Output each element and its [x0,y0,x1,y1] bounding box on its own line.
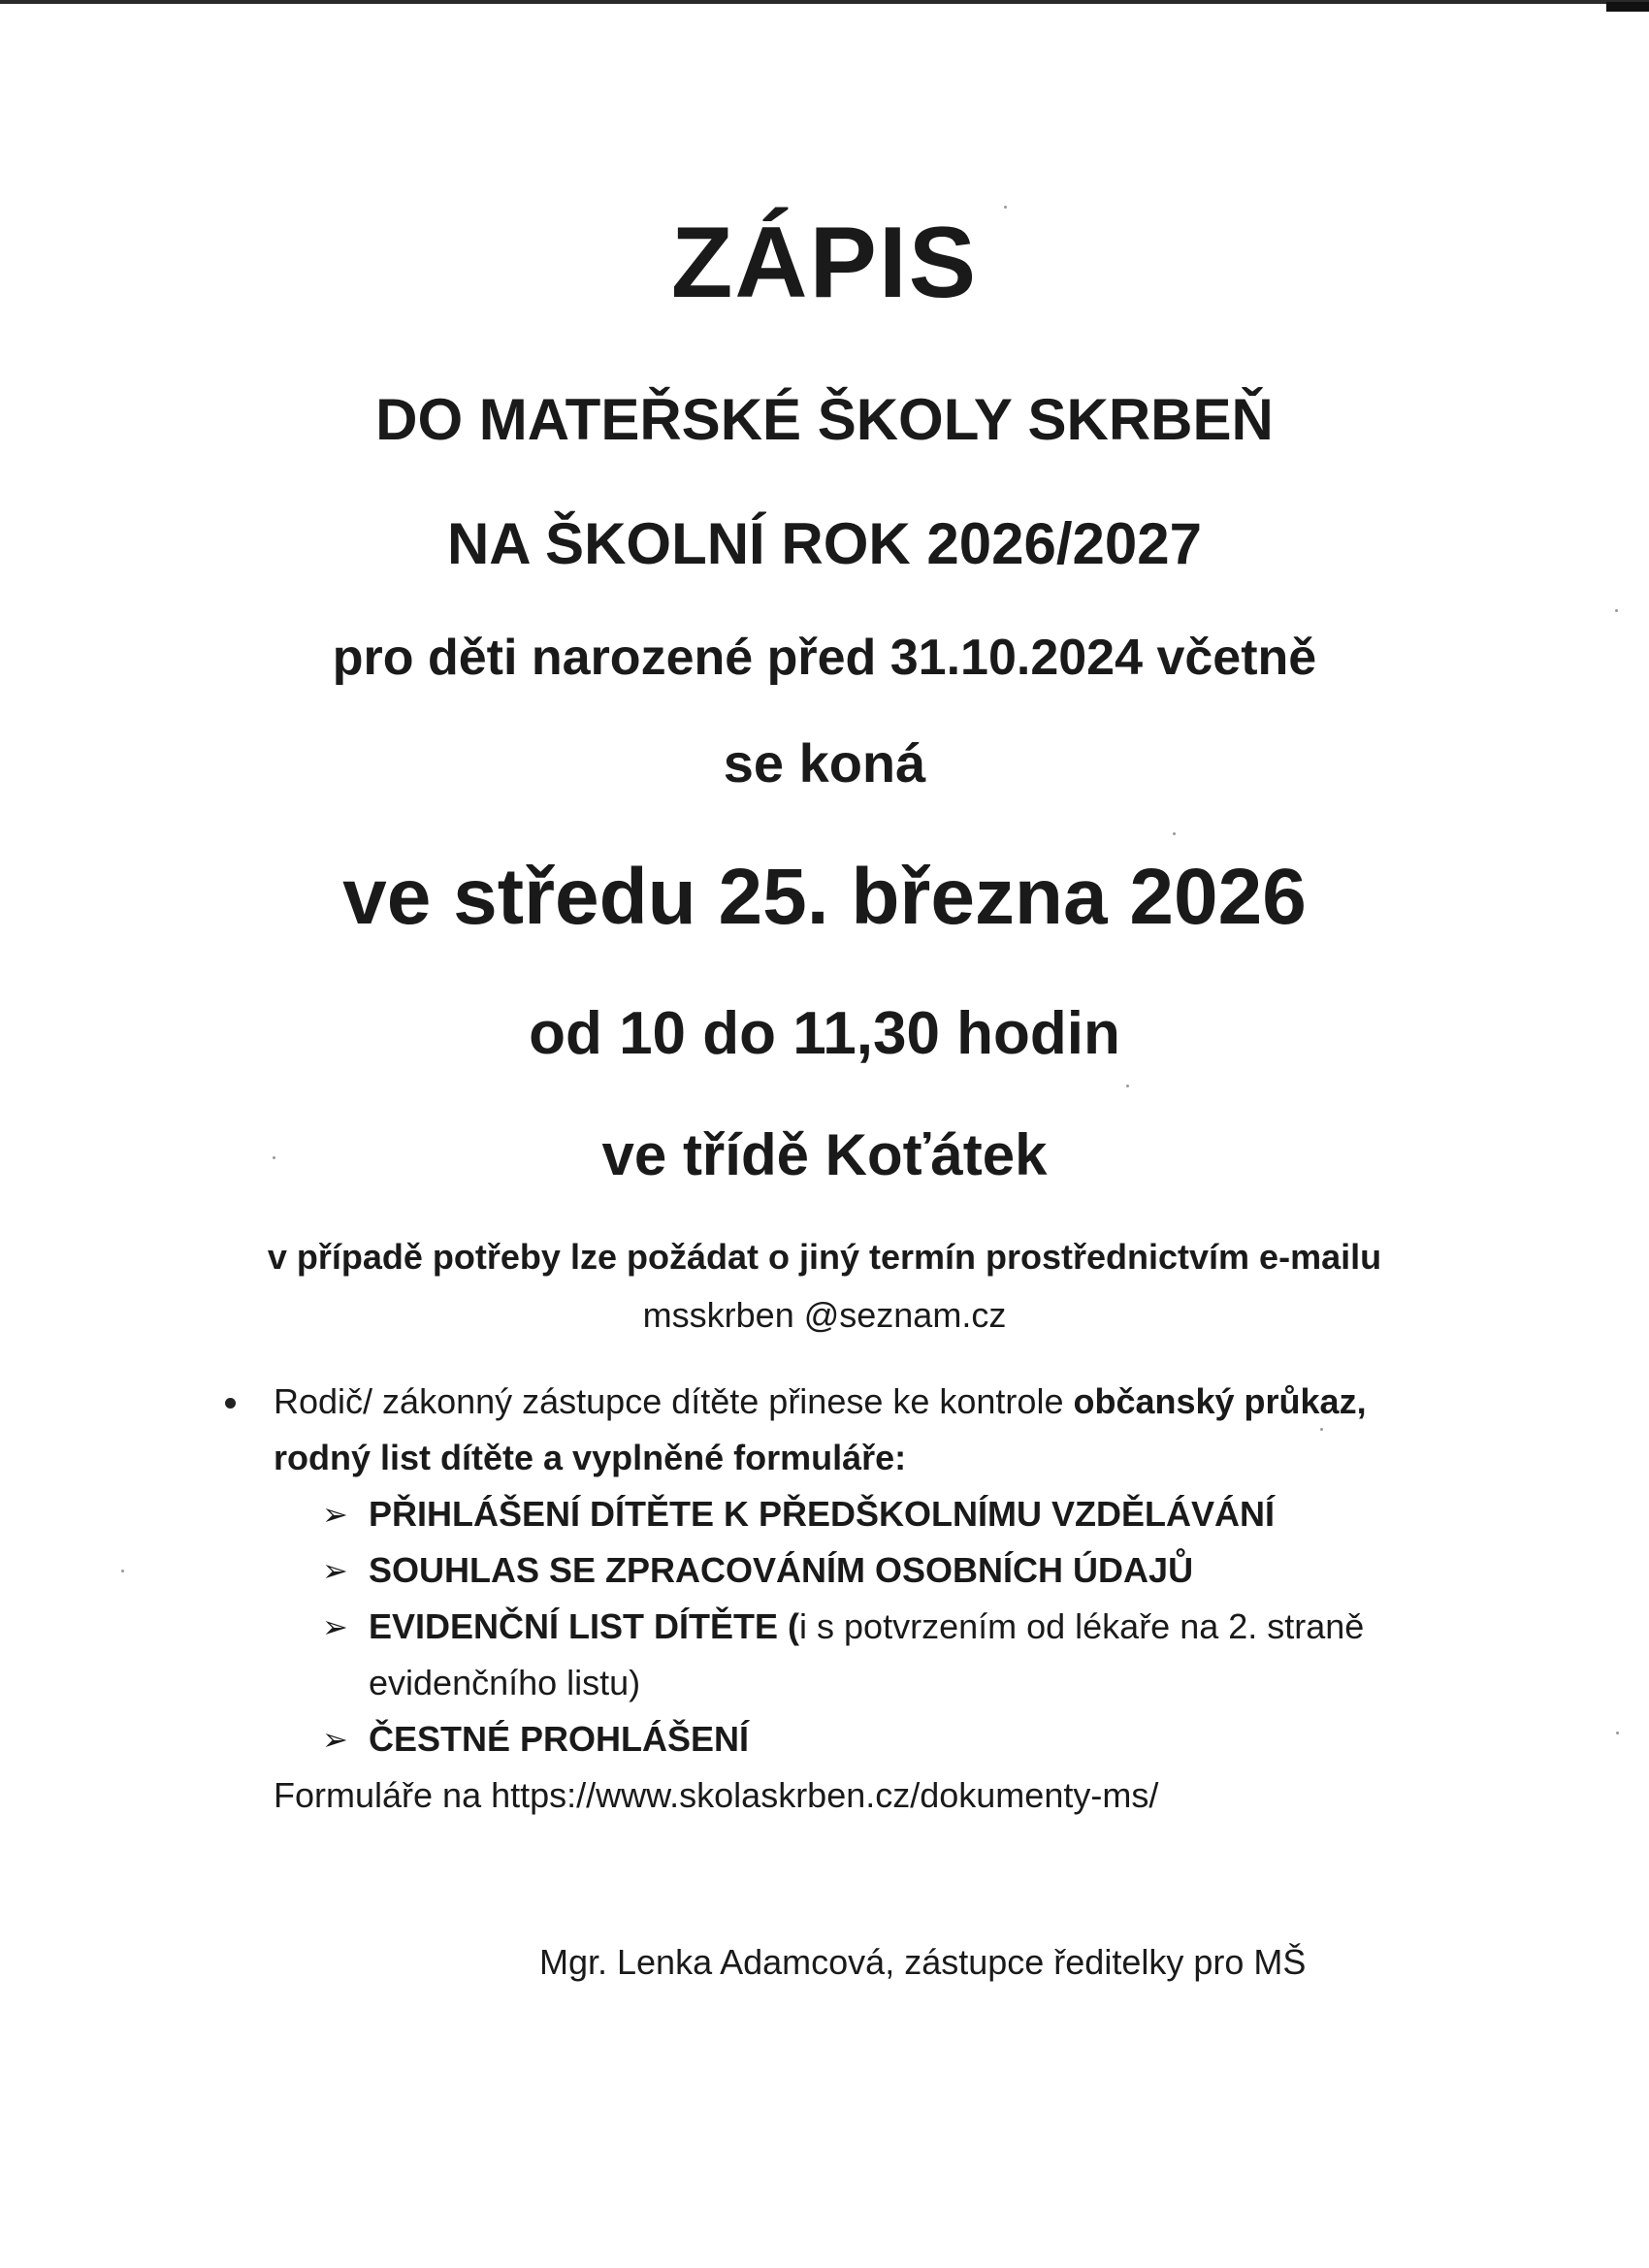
school-year: NA ŠKOLNÍ ROK 2026/2027 [446,511,1203,576]
requirements-intro-bold: občanský průkaz, rodný list dítěte a vyplněné formuláře: [274,1381,1367,1477]
event-room: ve třídě Koťátek [601,1122,1048,1187]
form-item-title: PŘIHLÁŠENÍ DÍTĚTE K PŘEDŠKOLNÍMU VZDĚLÁVÁNÍ [369,1494,1276,1534]
scan-speck [273,1156,275,1159]
required-forms-list [322,1486,1467,1767]
scan-speck [121,1570,124,1572]
scan-speck [1615,609,1618,612]
arrow-bullet-icon: ➢ [322,1722,348,1757]
form-item [322,1542,1467,1599]
forms-download-link[interactable]: Formuláře na https://www.skolaskrben.cz/dokumenty-ms/ [274,1775,1159,1815]
event-time: od 10 do 11,30 hodin [529,1000,1120,1067]
form-item [322,1486,1467,1542]
form-item-note: i s potvrzením od lékaře na 2. straně evidenčního listu) [369,1606,1365,1702]
requirements-intro [274,1374,1467,1486]
event-date: ve středu 25. března 2026 [342,853,1307,941]
corner-scan-mark [1606,2,1649,12]
scan-speck [1616,1732,1619,1734]
scan-speck [1320,1428,1323,1431]
bullet-dot-icon [225,1398,236,1409]
school-name: DO MATEŘSKÉ ŠKOLY SKRBEŇ [375,387,1274,452]
scan-speck [1126,1085,1129,1087]
scan-speck [1173,832,1176,835]
alternative-date-note: v případě potřeby lze požádat o jiný termín prostřednictvím e-mailu [267,1237,1382,1277]
form-item-title: SOUHLAS SE ZPRACOVÁNÍM OSOBNÍCH ÚDAJŮ [369,1550,1194,1590]
signature-line: Mgr. Lenka Adamcová, zástupce ředitelky pro MŠ [539,1942,1307,1982]
form-item [322,1599,1467,1711]
requirements-intro-plain: Rodič/ zákonný zástupce dítěte přinese ke kontrole [274,1381,1074,1421]
eligibility-line: pro děti narozené před 31.10.2024 včetně [332,630,1317,686]
form-item-title: ČESTNÉ PROHLÁŠENÍ [369,1719,750,1759]
scan-speck [1004,206,1007,209]
requirements-bullet [225,1374,1467,1486]
held-line: se koná [723,732,926,794]
contact-email: msskrben @seznam.cz [642,1295,1007,1335]
form-item-title: EVIDENČNÍ LIST DÍTĚTE ( [369,1606,800,1646]
arrow-bullet-icon: ➢ [322,1609,348,1644]
arrow-bullet-icon: ➢ [322,1553,348,1588]
requirements-section [225,1374,1467,1824]
arrow-bullet-icon: ➢ [322,1497,348,1532]
form-item [322,1711,1467,1767]
page-title: ZÁPIS [670,207,979,319]
top-scan-border [0,0,1649,4]
